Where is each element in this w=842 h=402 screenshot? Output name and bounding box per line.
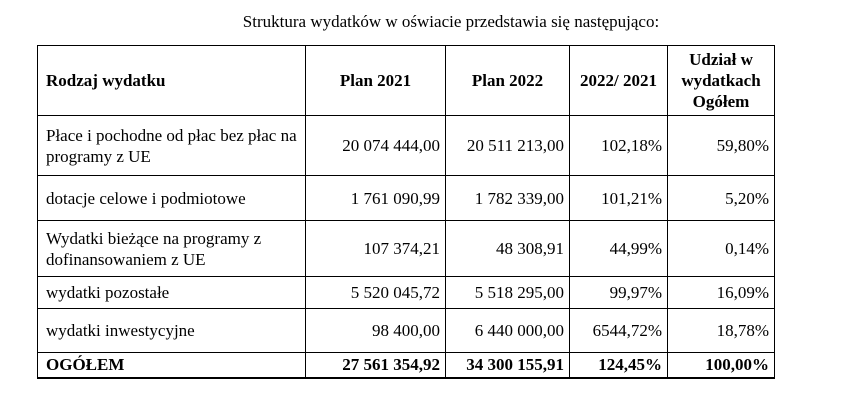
cell-total-plan-2022: 34 300 155,91 xyxy=(446,353,570,378)
cell-share: 59,80% xyxy=(668,116,775,176)
table-row xyxy=(38,277,775,309)
cell-plan-2021: 1 761 090,99 xyxy=(306,176,446,221)
cell-ratio: 101,21% xyxy=(570,176,668,221)
cell-expense-type: Wydatki bieżące na programy z dofinansowaniem z UE xyxy=(38,221,306,277)
cell-total-share: 100,00% xyxy=(668,353,775,378)
cell-total-ratio: 124,45% xyxy=(570,353,668,378)
cell-plan-2021: 5 520 045,72 xyxy=(306,277,446,309)
header-ratio: 2022/ 2021 xyxy=(570,46,668,116)
cell-plan-2021: 20 074 444,00 xyxy=(306,116,446,176)
cell-plan-2022: 5 518 295,00 xyxy=(446,277,570,309)
cell-share: 16,09% xyxy=(668,277,775,309)
cell-plan-2021: 98 400,00 xyxy=(306,309,446,353)
expenditure-table xyxy=(37,45,775,379)
cell-plan-2022: 1 782 339,00 xyxy=(446,176,570,221)
table-row xyxy=(38,116,775,176)
cell-share: 18,78% xyxy=(668,309,775,353)
cell-ratio: 102,18% xyxy=(570,116,668,176)
cell-plan-2022: 6 440 000,00 xyxy=(446,309,570,353)
header-share: Udział w wydatkach Ogółem xyxy=(668,46,775,116)
cell-share: 0,14% xyxy=(668,221,775,277)
table-total-row xyxy=(38,353,775,378)
cell-ratio: 6544,72% xyxy=(570,309,668,353)
header-plan-2021: Plan 2021 xyxy=(306,46,446,116)
cell-ratio: 44,99% xyxy=(570,221,668,277)
cell-expense-type: Płace i pochodne od płac bez płac na programy z UE xyxy=(38,116,306,176)
cell-share: 5,20% xyxy=(668,176,775,221)
table-caption: Struktura wydatków w oświacie przedstawia się następująco: xyxy=(242,12,660,31)
cell-total-plan-2021: 27 561 354,92 xyxy=(306,353,446,378)
cell-total-label: OGÓŁEM xyxy=(38,353,306,378)
table-row xyxy=(38,176,775,221)
cell-plan-2022: 48 308,91 xyxy=(446,221,570,277)
cell-ratio: 99,97% xyxy=(570,277,668,309)
table-header-row xyxy=(38,46,775,116)
header-expense-type: Rodzaj wydatku xyxy=(38,46,306,116)
cell-expense-type: wydatki pozostałe xyxy=(38,277,306,309)
cell-plan-2021: 107 374,21 xyxy=(306,221,446,277)
table-row xyxy=(38,221,775,277)
cell-plan-2022: 20 511 213,00 xyxy=(446,116,570,176)
cell-expense-type: dotacje celowe i podmiotowe xyxy=(38,176,306,221)
cell-expense-type: wydatki inwestycyjne xyxy=(38,309,306,353)
header-plan-2022: Plan 2022 xyxy=(446,46,570,116)
table-row xyxy=(38,309,775,353)
